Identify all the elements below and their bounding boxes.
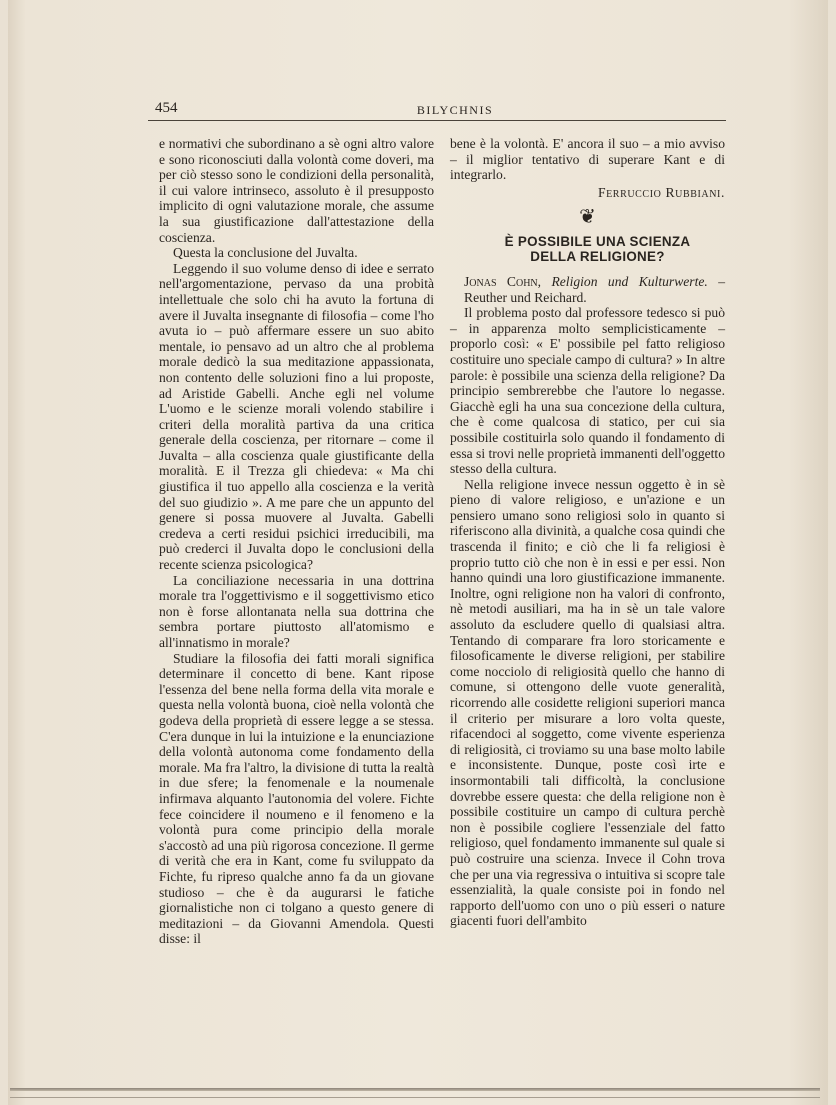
section-title-line: È POSSIBILE UNA SCIENZA bbox=[504, 233, 691, 249]
paragraph: Questa la conclusione del Juvalta. bbox=[173, 245, 358, 261]
biblio-title: Religion und Kulturwerte. bbox=[551, 273, 708, 289]
fleuron-ornament: ❦ bbox=[579, 206, 596, 229]
page-number: 454 bbox=[155, 100, 178, 116]
running-title: BILYCHNIS bbox=[416, 103, 494, 117]
bottom-edge-rule bbox=[10, 1088, 820, 1091]
paragraph: bene è la volontà. E' ancora il suo – a mio avviso – il miglior tentativo di superare Kant e di integrarlo. bbox=[450, 136, 725, 183]
paragraph: Leggendo il suo volume denso di idee e serrato nell'argomentazione, pervaso da una probità intellettuale che solo chi ha avuto la fortuna di avere il Juvalta insegnante di filosofia – come l'ho avuta io – può affermare essere un suo abito mentale, io pensavo ad un altro che al problema morale dedicò la sua meditazione appassionata, non contento delle soluzioni fino a lui proposte, ad Aristide Gabelli. Anche egli nel volume L'uomo e le scienze morali volendo stabilire i criteri della moralità partiva da una critica generale della coscienza, per ritornare – come il Juvalta – alla coscienza quale giustificante della moralità. E il Trezza gli chiedeva: « Ma chi giustifica il tuo appello alla coscienza e la verità del suo giudizio ». A me pare che un appunto del genere si possa muovere al Juvalta. Gabelli credeva a certi residui psichici irreducibili, ma può crederci il Juvalta dopo le conclusioni della recente scienza psicologica? bbox=[159, 260, 434, 573]
right-column bbox=[450, 136, 725, 929]
author-signature: Ferruccio Rubbiani. bbox=[597, 184, 725, 200]
paragraph: e normativi che subordinano a sè ogni altro valore e sono riconosciuti dalla volontà come doveri, ma per ciò stesso sono le condizioni della personalità, il cui valore intrinseco, assoluto è il presupposto implicito di ogni valutazione morale, che assume la sua giustificazione dall'attestazione della coscienza. bbox=[159, 136, 434, 245]
paragraph: Il problema posto dal professore tedesco si può – in apparenza molto semplicisticamente – proporlo così: « E' possibile pel fatto religioso costituire uno speciale campo di cultura? » In altre parole: è possibile una scienza della religione? Da principio sembrerebbe che l'autore lo negasse. Giacchè egli ha una sua concezione della cultura, che è come qualcosa di statico, per cui sia possibile costituirla solo quando il fondamento di essa si trovi nelle proprietà immanenti dell'oggetto stesso della cultura. bbox=[450, 305, 726, 477]
left-column bbox=[159, 136, 434, 947]
biblio-author: Jonas Cohn, bbox=[464, 273, 542, 289]
section-title-line: DELLA RELIGIONE? bbox=[530, 248, 665, 264]
paragraph: La conciliazione necessaria in una dottrina morale tra l'oggettivismo e il soggettivismo etico non è forse allontanata nella sua dottrina che sembra portare piuttosto all'atomismo e all'innatismo in morale? bbox=[159, 572, 434, 650]
section-title bbox=[470, 234, 725, 264]
paragraph: Nella religione invece nessun oggetto è in sè pieno di valore religioso, e un'azione e un pensiero umano sono religiosi solo in quanto si riferiscono alla divinità, a qualche cosa quindi che trascenda il finito; e ciò che li fa religiosi è proprio tutto ciò che non è in essi e per essi. Non hanno quindi una loro giustificazione immanente. Inoltre, ogni religione non ha valori di confronto, nè metodi ausiliari, ma ha in sè un tale valore assoluto da escludere quello di qualsiasi altra. Tentando di comparare fra loro storicamente e filosoficamente le diverse religioni, per stabilire come nocciolo di religiosità quello che hanno di comune, si ottengono delle vuote generalità, ricorrendo alle cosidette religioni superiori manca il criterio per misurare a loro volta queste, rifacendoci al soggetto, come vivente esperienza di religiosità, ci troviamo su una base molto labile e inconsistente. Dunque, poste così irte e insormontabili tali difficoltà, la conclusione dovrebbe essere questa: che della religione non è possibile costituire un campo di cultura perchè non è possibile cogliere l'essenziale del fatto religioso, quel fondamento immanente sul quale si può costruire una scienza. Invece il Cohn trova che per una via regressiva o intuitiva si scopre tale essenzialità, la quale consiste poi in fondo nel rapporto dell'uomo con uno o più esseri o nature giacenti fuori dell'ambito bbox=[450, 476, 725, 929]
bibliographic-reference bbox=[450, 274, 725, 305]
biblio-publisher: – Reuther und Reichard. bbox=[464, 273, 725, 305]
bottom-edge-rule bbox=[10, 1097, 820, 1098]
paragraph: Studiare la filosofia dei fatti morali significa determinare il concetto di bene. Kant ripose l'essenza del bene nella forma della vita morale e questa nella volontà buona, cioè nella volontà che godeva della proprietà di essere legge a se stessa. C'era dunque in lui la intuizione e la enunciazione della volontà autonoma come fondamento della morale. Ma fra l'altro, la divisione di tutta la realtà in due sfere; la fenomenale e la noumenale infirmava alquanto l'autonomia del volere. Fichte fece coincidere il noumeno e il fenomeno e la volontà pura come principio della morale s'accostò ad una più rigorosa concezione. Il germe di verità che era in Kant, come fu sviluppato da Fichte, fu ripreso qualche anno fa da un giovane studioso – che è da augurarsi le fatiche giornalistiche non ci tolgano a questo genere di meditazioni – da Giovanni Amendola. Questi disse: il bbox=[159, 650, 434, 947]
header-rule bbox=[148, 120, 726, 121]
